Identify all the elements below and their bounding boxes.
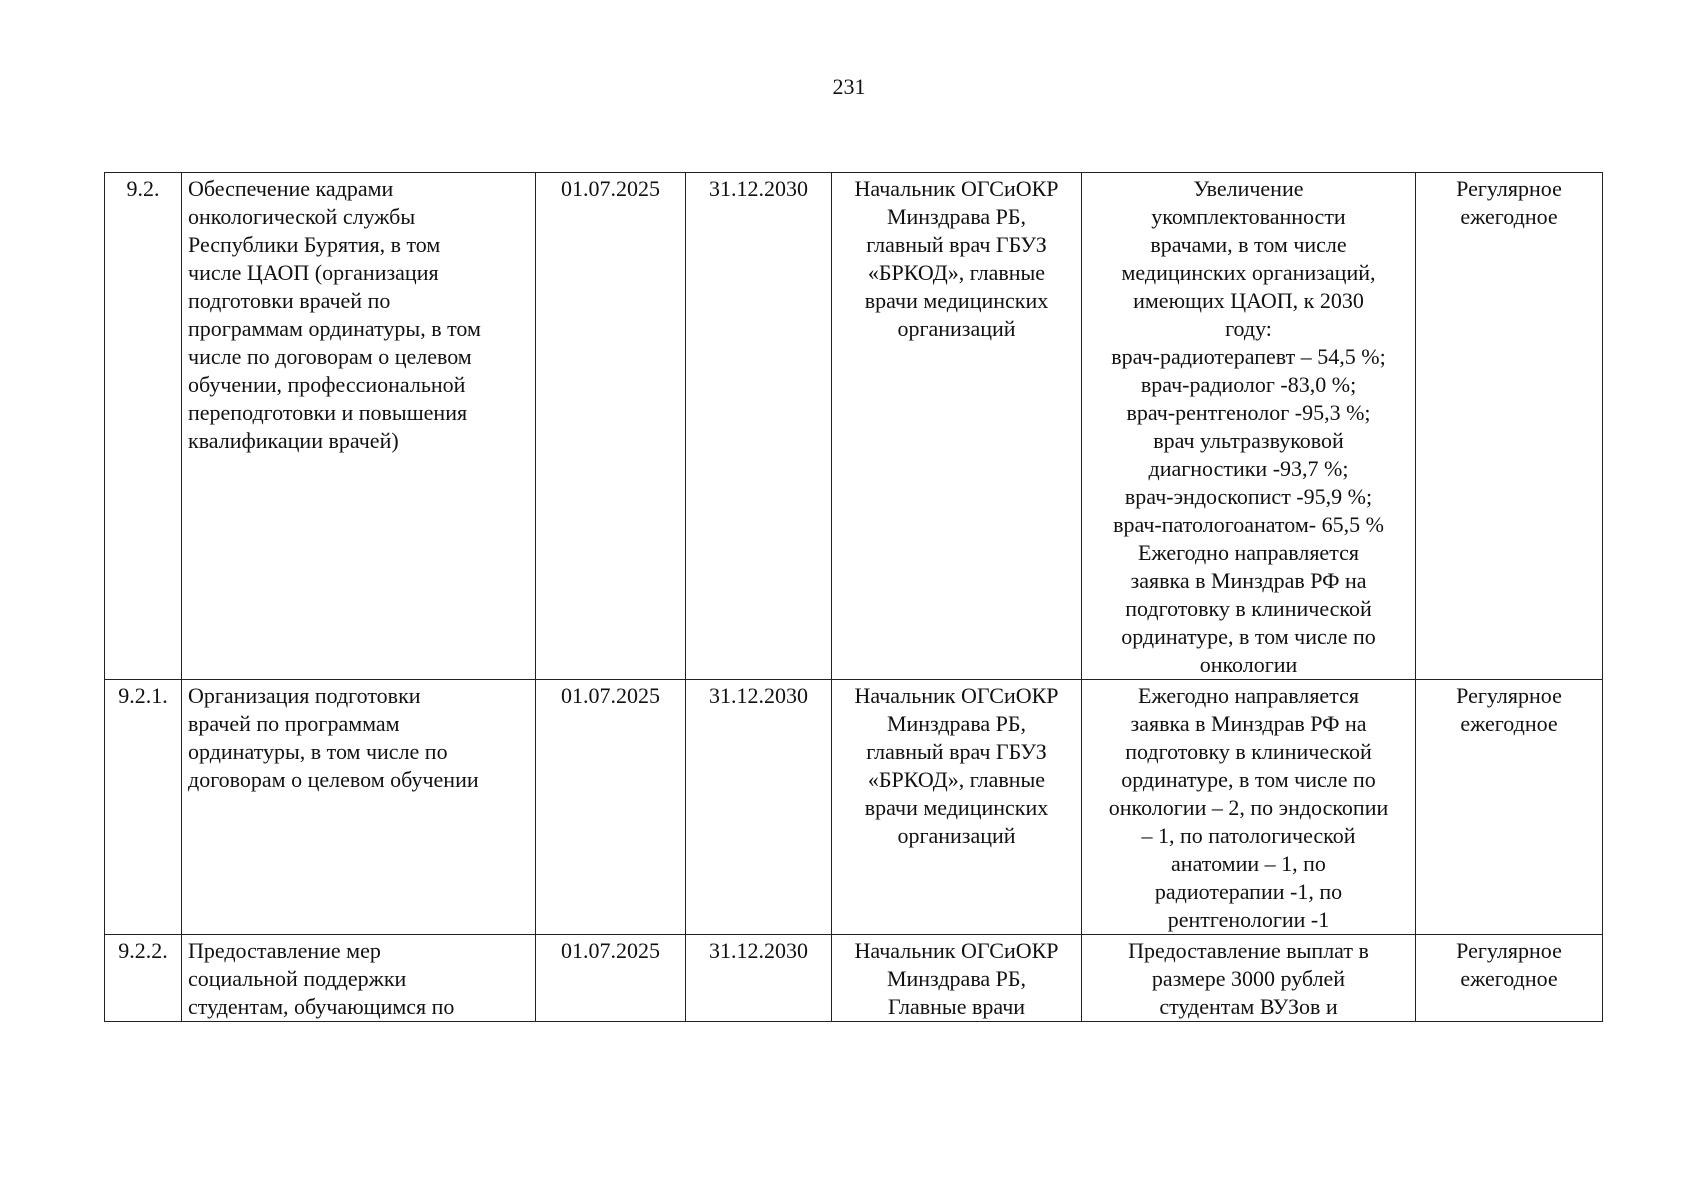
table-row — [105, 173, 1603, 680]
text-line: Минздрава РБ, — [886, 711, 1027, 736]
text-line: ординатуре, в том числе по — [1121, 767, 1376, 792]
text-line: главный врач ГБУЗ — [866, 232, 1047, 257]
row-number: 9.2.2. — [105, 935, 182, 1022]
control-type — [1416, 680, 1603, 935]
text-line: онкологии – 2, по эндоскопии — [1108, 795, 1389, 820]
plan-table — [104, 172, 1603, 1022]
text-line: врач-радиолог -83,0 %; — [1140, 372, 1357, 397]
text-line: социальной поддержки — [188, 966, 407, 991]
start-date: 01.07.2025 — [536, 680, 686, 935]
text-line: онкологии — [1199, 652, 1298, 677]
start-date: 01.07.2025 — [536, 173, 686, 680]
responsible — [832, 680, 1082, 935]
end-date: 31.12.2030 — [686, 680, 832, 935]
text-line: ежегодное — [1460, 711, 1558, 736]
text-line: врач-патологоанатом- 65,5 % — [1113, 512, 1384, 537]
text-line: подготовки врачей по — [188, 288, 391, 313]
text-line: врачи медицинских — [864, 795, 1049, 820]
text-line: Увеличение — [1193, 176, 1304, 201]
text-line: врач-эндоскопист -95,9 %; — [1124, 484, 1373, 509]
row-number: 9.2. — [105, 173, 182, 680]
text-line: – 1, по патологической — [1141, 823, 1356, 848]
text-line: ежегодное — [1460, 966, 1558, 991]
text-line: Минздрава РБ, — [886, 966, 1027, 991]
text-line: укомплектованности — [1151, 204, 1346, 229]
text-line: онкологической службы — [188, 204, 416, 229]
text-line: Республики Бурятия, в том — [188, 232, 441, 257]
text-line: анатомии – 1, по — [1171, 851, 1326, 876]
task-title — [182, 935, 536, 1022]
responsible — [832, 173, 1082, 680]
task-title — [182, 680, 536, 935]
text-line: Предоставление выплат в — [1128, 938, 1369, 963]
text-line: врач-радиотерапевт – 54,5 %; — [1111, 344, 1386, 369]
row-number: 9.2.1. — [105, 680, 182, 935]
text-line: ежегодное — [1460, 204, 1558, 229]
text-line: обучении, профессиональной — [188, 372, 466, 397]
text-line: Регулярное — [1456, 176, 1562, 201]
text-line: главный врач ГБУЗ — [866, 739, 1047, 764]
expected-result — [1082, 173, 1416, 680]
text-line: году: — [1225, 316, 1272, 341]
text-line: подготовку в клинической — [1125, 596, 1372, 621]
control-type — [1416, 173, 1603, 680]
text-line: переподготовки и повышения — [188, 400, 468, 425]
start-date: 01.07.2025 — [536, 935, 686, 1022]
table-row — [105, 935, 1603, 1022]
text-line: заявка в Минздрав РФ на — [1130, 711, 1367, 736]
text-line: Минздрава РБ, — [886, 204, 1027, 229]
task-title — [182, 173, 536, 680]
text-line: «БРКОД», главные — [867, 767, 1046, 792]
expected-result — [1082, 680, 1416, 935]
text-line: числе по договорам о целевом — [188, 344, 472, 369]
text-line: организаций — [897, 316, 1016, 341]
text-line: квалификации врачей) — [188, 428, 399, 453]
table-row — [105, 680, 1603, 935]
text-line: Начальник ОГСиОКР — [854, 938, 1059, 963]
page-number: 231 — [832, 74, 866, 99]
text-line: Главные врачи — [887, 994, 1026, 1019]
text-line: имеющих ЦАОП, к 2030 — [1133, 288, 1364, 313]
text-line: подготовку в клинической — [1125, 739, 1372, 764]
text-line: рентгенологии -1 — [1167, 907, 1330, 932]
text-line: числе ЦАОП (организация — [188, 260, 439, 285]
text-line: Организация подготовки — [188, 683, 421, 708]
text-line: студентам, обучающимся по — [188, 994, 455, 1019]
text-line: программам ординатуры, в том — [188, 316, 481, 341]
text-line: ординатуре, в том числе по — [1121, 624, 1376, 649]
text-line: ординатуры, в том числе по — [188, 739, 448, 764]
text-line: врачи медицинских — [864, 288, 1049, 313]
text-line: Обеспечение кадрами — [188, 176, 394, 201]
text-line: Начальник ОГСиОКР — [854, 176, 1059, 201]
text-line: заявка в Минздрав РФ на — [1130, 568, 1367, 593]
control-type — [1416, 935, 1603, 1022]
text-line: врач-рентгенолог -95,3 %; — [1126, 400, 1371, 425]
end-date: 31.12.2030 — [686, 935, 832, 1022]
text-line: Ежегодно направляется — [1138, 540, 1359, 565]
text-line: диагностики -93,7 %; — [1148, 456, 1349, 481]
expected-result — [1082, 935, 1416, 1022]
text-line: Предоставление мер — [188, 938, 381, 963]
text-line: студентам ВУЗов и — [1159, 994, 1338, 1019]
end-date: 31.12.2030 — [686, 173, 832, 680]
text-line: врач ультразвуковой — [1153, 428, 1344, 453]
text-line: Регулярное — [1456, 683, 1562, 708]
text-line: врачей по программам — [188, 711, 400, 736]
text-line: Ежегодно направляется — [1138, 683, 1359, 708]
text-line: организаций — [897, 823, 1016, 848]
text-line: медицинских организаций, — [1121, 260, 1376, 285]
responsible — [832, 935, 1082, 1022]
text-line: врачами, в том числе — [1150, 232, 1347, 257]
text-line: Регулярное — [1456, 938, 1562, 963]
text-line: Начальник ОГСиОКР — [854, 683, 1059, 708]
text-line: договорам о целевом обучении — [188, 767, 479, 792]
text-line: «БРКОД», главные — [867, 260, 1046, 285]
text-line: размере 3000 рублей — [1151, 966, 1346, 991]
text-line: радиотерапии -1, по — [1154, 879, 1343, 904]
